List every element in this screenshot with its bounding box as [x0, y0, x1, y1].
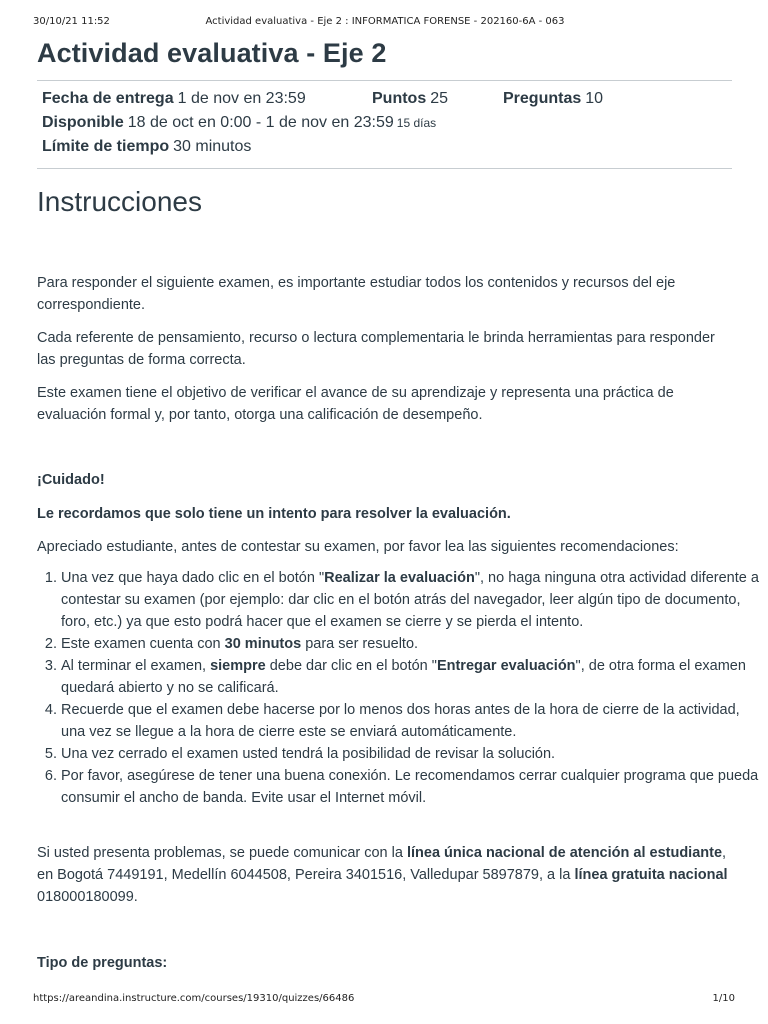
rec2-duration: 30 minutos: [224, 636, 302, 652]
divider: [37, 80, 732, 81]
page-title: Actividad evaluativa - Eje 2: [37, 38, 387, 68]
rec2-text: Este examen cuenta con: [61, 636, 225, 652]
rec3-text-end: ", de otra forma el examen quedará abierto y no se calificará.: [61, 658, 746, 696]
availability-days: 15 días: [396, 116, 437, 130]
print-footer: [33, 993, 735, 1007]
rec3-always: siempre: [210, 658, 266, 674]
list-item: 5. Una vez cerrado el examen usted tendrá la posibilidad de revisar la solución.: [61, 743, 761, 765]
points-label: Puntos: [372, 90, 427, 107]
instructions-paragraph-3: Este examen tiene el objetivo de verificar el avance de su aprendizaje y representa una práctica de evaluación formal y, por tanto, otorga una calificación de desempeño.: [37, 385, 674, 423]
due-date-value: 1 de nov en 23:59: [177, 90, 306, 107]
national-support-line: línea única nacional de atención al estudiante: [406, 845, 723, 861]
take-quiz-button-name: Realizar la evaluación: [324, 570, 475, 586]
rec2-text-end: para ser resuelto.: [301, 636, 419, 652]
rec3-text: Al terminar el examen,: [61, 658, 211, 674]
print-doc-title: Actividad evaluativa - Eje 2 : INFORMATICA FORENSE - 202160-6A - 063: [205, 16, 565, 27]
recommendations-list: [37, 567, 761, 809]
time-limit: [42, 138, 251, 156]
instructions-paragraph-1: Para responder el siguiente examen, es importante estudiar todos los contenidos y recursos del eje correspondiente.: [37, 275, 676, 313]
free-national-line: línea gratuita nacional: [574, 867, 728, 883]
list-item: [61, 655, 761, 699]
print-page-number: 1/10: [712, 993, 735, 1004]
points-value: 25: [430, 90, 449, 107]
contact-info: [37, 842, 737, 908]
caution-heading: ¡Cuidado!: [37, 472, 105, 488]
questions-value: 10: [585, 90, 604, 107]
list-item: 6. Por favor, asegúrese de tener una buena conexión. Le recomendamos cerrar cualquier programa que pueda consumir el ancho de banda. Evite usar el Internet móvil.: [61, 765, 761, 809]
list-item: [61, 567, 761, 633]
question-types-heading: Tipo de preguntas:: [37, 955, 168, 971]
questions: [503, 90, 603, 108]
print-header: [33, 16, 737, 30]
due-date-label: Fecha de entrega: [42, 90, 174, 107]
contact-phones: , en Bogotá 7449191, Medellín 6044508, Pereira 3401516, Valledupar 5897879, a la: [37, 845, 727, 883]
single-attempt-reminder: Le recordamos que solo tiene un intento para resolver la evaluación.: [37, 506, 511, 522]
questions-label: Preguntas: [503, 90, 582, 107]
rec1-text-end: ", no haga ninguna otra actividad diferente a contestar su examen (por ejemplo: dar clic en el botón atrás del navegador, leer algún tipo de documento, foro, etc.) ya que esto podrá hacer que el examen se cierre y se pierda el intento.: [61, 570, 759, 630]
rec1-text: Una vez que haya dado clic en el botón ": [61, 570, 325, 586]
instructions-title: Instrucciones: [37, 186, 202, 217]
availability-value: 18 de oct en 0:00 - 1 de nov en 23:59: [127, 114, 394, 131]
list-item: 4. Recuerde que el examen debe hacerse por lo menos dos horas antes de la hora de cierre de la actividad, una vez se llegue a la hora de cierre este se enviará automáticamente.: [61, 699, 761, 743]
print-datetime: 30/10/21 11:52: [33, 16, 110, 27]
instructions-paragraph-2: Cada referente de pensamiento, recurso o lectura complementaria le brinda herramientas para responder las preguntas de forma correcta.: [37, 330, 715, 368]
divider: [37, 168, 732, 169]
time-limit-label: Límite de tiempo: [42, 138, 170, 155]
rec3-text-mid: debe dar clic en el botón ": [265, 658, 437, 674]
list-item: [61, 633, 761, 655]
time-limit-value: 30 minutos: [173, 138, 252, 155]
print-url[interactable]: https://areandina.instructure.com/courses/19310/quizzes/66486: [33, 993, 355, 1004]
points: [372, 90, 448, 108]
recommendations-intro: Apreciado estudiante, antes de contestar su examen, por favor lea las siguientes recomendaciones:: [37, 539, 679, 555]
submit-quiz-button-name: Entregar evaluación: [436, 658, 576, 674]
contact-text: Si usted presenta problemas, se puede comunicar con la: [37, 845, 407, 861]
availability: [42, 114, 436, 132]
due-date: [42, 90, 306, 108]
availability-label: Disponible: [42, 114, 124, 131]
free-line-number: 018000180099.: [37, 889, 138, 905]
